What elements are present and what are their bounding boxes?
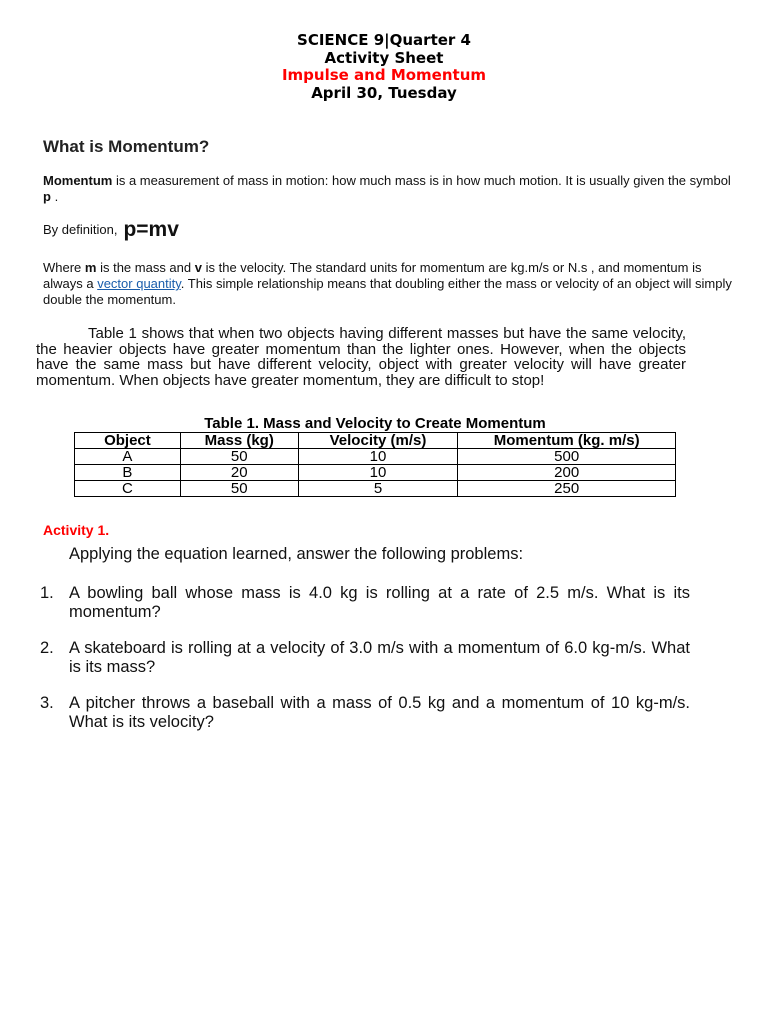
table-explanation-text: Table 1 shows that when two objects having different masses but have the same velocity, the heavier objects have greater momentum than the lighter ones. However, when the objects have the same mass but have different velocity, object with greater velocity will have greater momentum. When objects have greater momentum, they are difficult to stop! [36,325,686,389]
problem-text: A skateboard is rolling at a velocity of 3.0 m/s with a momentum of 6.0 kg-m/s. What is its mass? [69,639,690,676]
table-header-cell: Momentum (kg. m/s) [458,433,676,449]
table-header-cell: Mass (kg) [180,433,298,449]
var-m: m [84,260,97,275]
units-paragraph [43,260,733,308]
document-header [0,32,768,102]
symbol-p: p [43,189,51,204]
table-row [75,449,676,465]
table-cell: 5 [298,481,458,497]
problem-item [40,584,690,622]
table-cell: 20 [180,465,298,481]
where-text-3: is the velocity. The standard units for momentum are kg.m/s or N.s , and momentum is always a [43,260,702,291]
table-header-cell: Velocity (m/s) [298,433,458,449]
table-cell: 500 [458,449,676,465]
var-v: v [194,260,202,275]
problem-item [40,694,690,732]
date-line: April 30, Tuesday [311,83,457,102]
definition-line [43,218,733,241]
where-text-1: Where [43,260,85,275]
table-caption: Table 1. Mass and Velocity to Create Momentum [204,415,546,432]
table-cell: A [75,449,181,465]
course-title: SCIENCE 9|Quarter 4 [297,31,471,49]
where-text-4: . This simple relationship means that doubling either the mass or velocity of an object will simply double the momentum. [43,276,732,307]
problem-text: A pitcher throws a baseball with a mass of 0.5 kg and a momentum of 10 kg-m/s. What is its velocity? [69,694,690,731]
table-header-row [75,433,676,449]
table-header-cell: Object [75,433,181,449]
table-cell: 200 [458,465,676,481]
problem-number: 1. [40,584,54,602]
momentum-formula: p=mv [123,218,179,241]
problem-item [40,639,690,677]
problem-number: 2. [40,639,54,657]
symbol-tail: . [50,189,59,204]
table-cell: B [75,465,181,481]
where-text-2: is the mass and [96,260,195,275]
topic-title: Impulse and Momentum [281,66,487,84]
table-row [75,481,676,497]
activity-title: Activity 1. [43,522,110,538]
section-heading: What is Momentum? [43,137,210,156]
momentum-text: is a measurement of mass in motion: how much mass is in how much motion. It is usually given the symbol [112,173,731,188]
table-cell: 10 [298,449,458,465]
momentum-definition-paragraph [43,173,733,205]
table-cell: 250 [458,481,676,497]
definition-label: By definition, [43,222,118,237]
table-cell: C [75,481,181,497]
problem-text: A bowling ball whose mass is 4.0 kg is rolling at a rate of 2.5 m/s. What is its momentum? [69,584,690,621]
table-row [75,465,676,481]
problem-number: 3. [40,694,54,712]
table-cell: 50 [180,481,298,497]
table-cell: 50 [180,449,298,465]
table-cell: 10 [298,465,458,481]
sheet-title: Activity Sheet [324,48,444,67]
table-explanation-paragraph [36,326,686,388]
activity-instructions: Applying the equation learned, answer the following problems: [69,545,524,563]
momentum-term: Momentum [43,173,113,188]
momentum-table [74,432,676,497]
vector-quantity-link[interactable]: vector quantity [97,276,181,291]
